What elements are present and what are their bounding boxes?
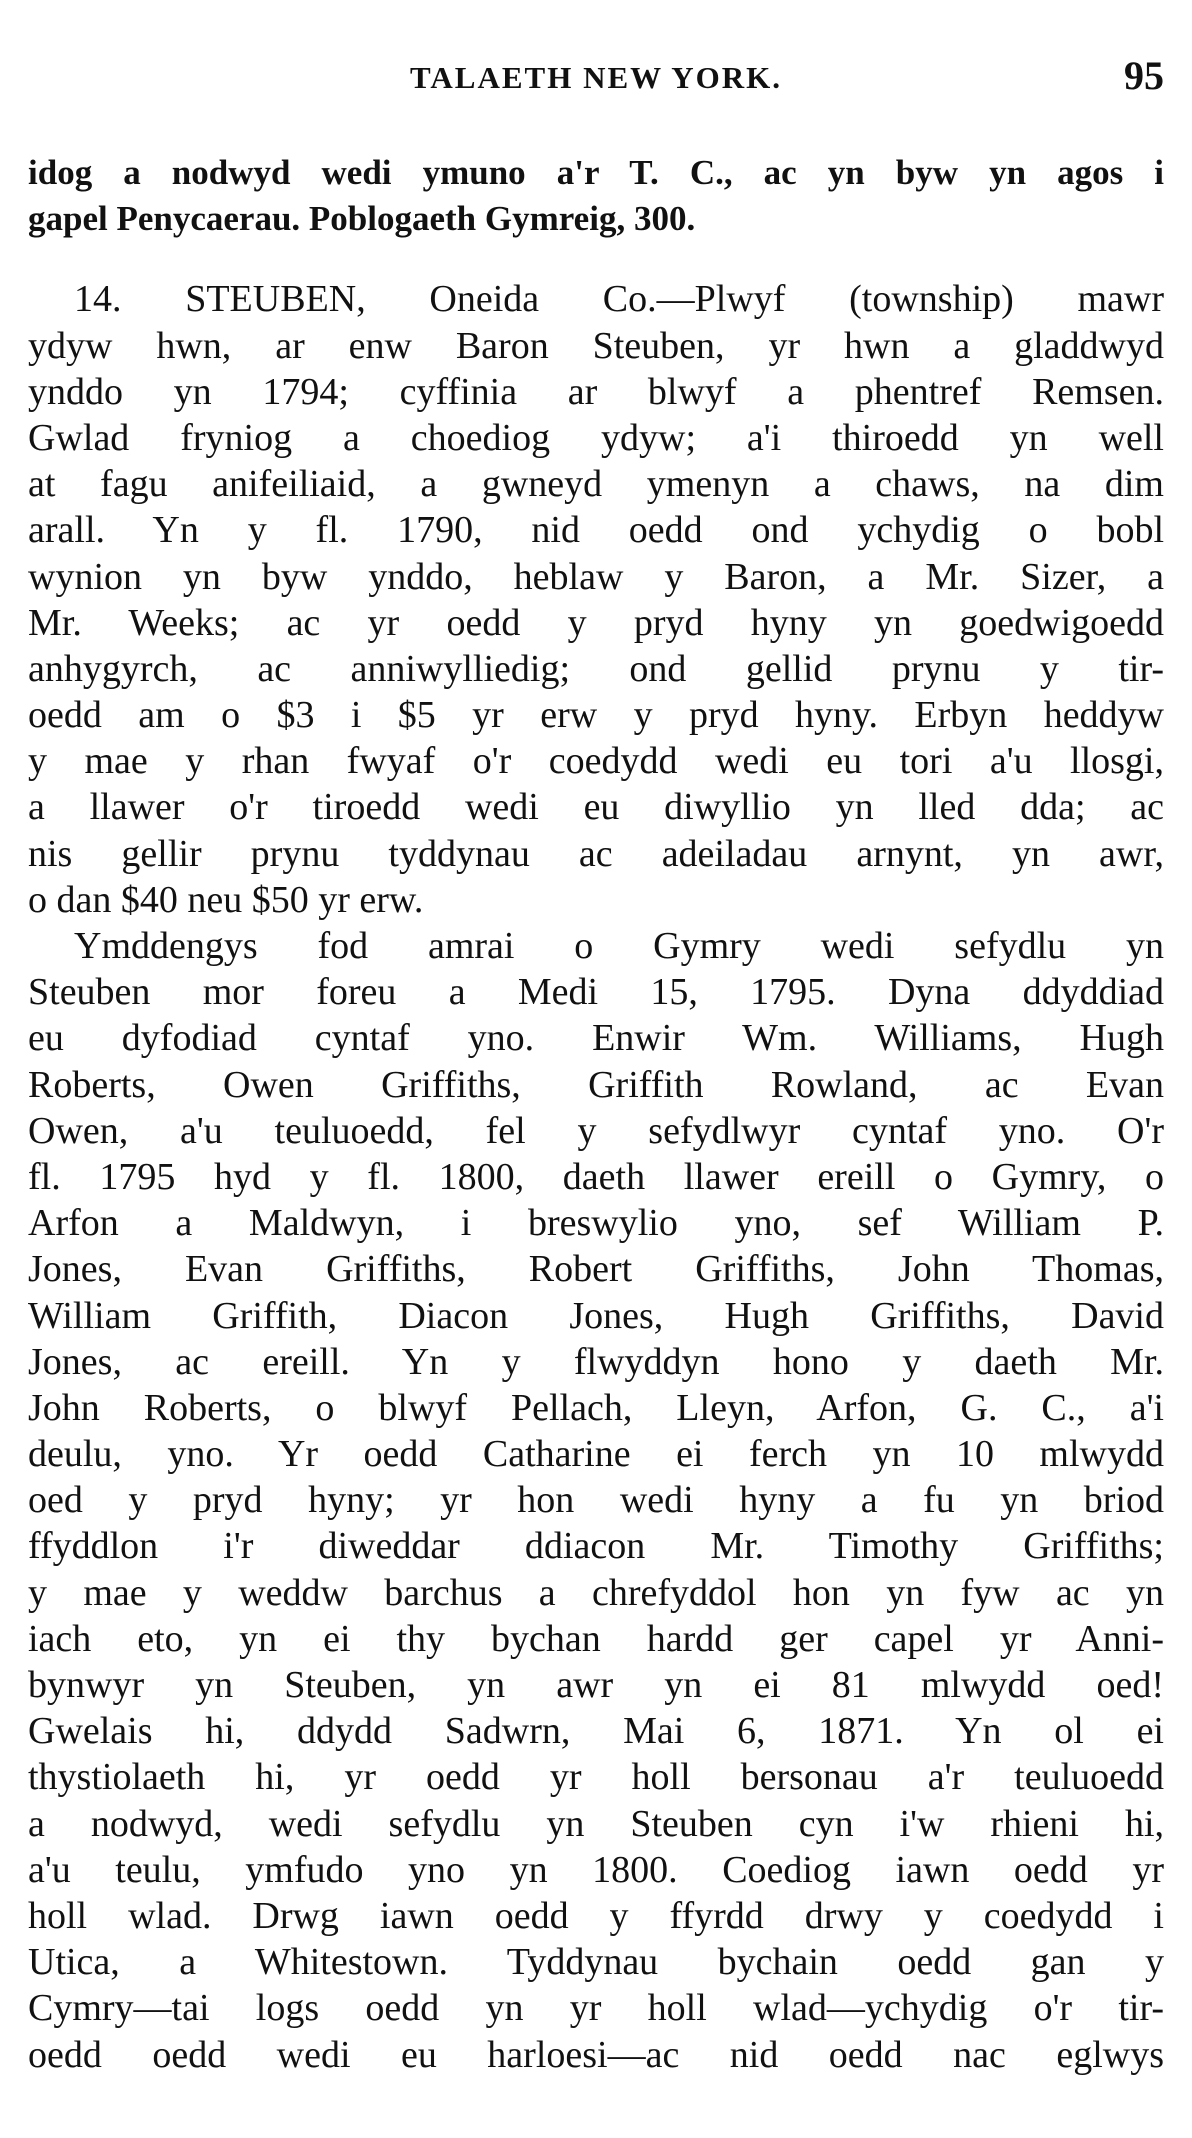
text-line: at fagu anifeiliaid, a gwneyd ymenyn a chaws, na dim xyxy=(28,463,1164,506)
text-line: William Griffith, Diacon Jones, Hugh Griffiths, David xyxy=(28,1294,1164,1337)
text-line: idog a nodwyd wedi ymuno a'r T. C., ac yn byw yn agos i xyxy=(28,153,1164,192)
running-title: TALAETH NEW YORK. xyxy=(410,60,782,95)
text-line: thystiolaeth hi, yr oedd yr holl bersonau a'r teuluoedd xyxy=(28,1756,1164,1799)
running-head xyxy=(28,52,1164,102)
text-line: fl. 1795 hyd y fl. 1800, daeth llawer ereill o Gymry, o xyxy=(28,1155,1164,1198)
text-line: nis gellir prynu tyddynau ac adeiladau arnynt, yn awr, xyxy=(28,832,1164,875)
text-line: deulu, yno. Yr oedd Catharine ei ferch yn 10 mlwydd xyxy=(28,1433,1164,1476)
text-line: Steuben mor foreu a Medi 15, 1795. Dyna ddyddiad xyxy=(28,971,1164,1014)
text-line: Arfon a Maldwyn, i breswylio yno, sef William P. xyxy=(28,1202,1164,1245)
text-line: a'u teulu, ymfudo yno yn 1800. Coediog iawn oedd yr xyxy=(28,1848,1164,1891)
text-line: a nodwyd, wedi sefydlu yn Steuben cyn i'w rhieni hi, xyxy=(28,1802,1164,1845)
text-line: o dan $40 neu $50 yr erw. xyxy=(28,878,424,921)
text-line: oed y pryd hyny; yr hon wedi hyny a fu yn briod xyxy=(28,1479,1164,1522)
text-line: Owen, a'u teuluoedd, fel y sefydlwyr cyntaf yno. O'r xyxy=(28,1109,1164,1152)
text-line: Roberts, Owen Griffiths, Griffith Rowland, ac Evan xyxy=(28,1063,1164,1106)
text-line: eu dyfodiad cyntaf yno. Enwir Wm. Williams, Hugh xyxy=(28,1017,1164,1060)
text-line: ynddo yn 1794; cyffinia ar blwyf a phentref Remsen. xyxy=(28,370,1164,413)
text-line: y mae y rhan fwyaf o'r coedydd wedi eu tori a'u llosgi, xyxy=(28,740,1164,783)
text-line: John Roberts, o blwyf Pellach, Lleyn, Arfon, G. C., a'i xyxy=(28,1386,1164,1429)
text-line: gapel Penycaerau. Poblogaeth Gymreig, 300. xyxy=(28,199,696,239)
text-line: Cymry—tai logs oedd yn yr holl wlad—ychydig o'r tir- xyxy=(28,1987,1164,2030)
text-line: oedd oedd wedi eu harloesi—ac nid oedd nac eglwys xyxy=(28,2033,1164,2076)
text-line: ydyw hwn, ar enw Baron Steuben, yr hwn a gladdwyd xyxy=(28,324,1164,367)
text-line: wynion yn byw ynddo, heblaw y Baron, a Mr. Sizer, a xyxy=(28,555,1164,598)
text-line: oedd am o $3 i $5 yr erw y pryd hyny. Erbyn heddyw xyxy=(28,694,1164,737)
text-line: holl wlad. Drwg iawn oedd y ffyrdd drwy y coedydd i xyxy=(28,1894,1164,1937)
text-line: arall. Yn y fl. 1790, nid oedd ond ychydig o bobl xyxy=(28,509,1164,552)
text-line: Jones, ac ereill. Yn y flwyddyn hono y daeth Mr. xyxy=(28,1340,1164,1383)
section-heading-line: 14. STEUBEN, Oneida Co.—Plwyf (township) mawr xyxy=(74,278,1164,321)
body-text xyxy=(28,150,1164,2078)
text-line: iach eto, yn ei thy bychan hardd ger capel yr Anni- xyxy=(28,1617,1164,1660)
text-line: Mr. Weeks; ac yr oedd y pryd hyny yn goedwigoedd xyxy=(28,601,1164,644)
paragraph-gap xyxy=(28,242,1164,276)
text-line: Utica, a Whitestown. Tyddynau bychain oedd gan y xyxy=(28,1941,1164,1984)
text-line: Gwelais hi, ddydd Sadwrn, Mai 6, 1871. Yn ol ei xyxy=(28,1710,1164,1753)
text-line: Jones, Evan Griffiths, Robert Griffiths, John Thomas, xyxy=(28,1248,1164,1291)
text-line: a llawer o'r tiroedd wedi eu diwyllio yn lled dda; ac xyxy=(28,786,1164,829)
text-line: bynwyr yn Steuben, yn awr yn ei 81 mlwydd oed! xyxy=(28,1664,1164,1706)
page-number: 95 xyxy=(1124,53,1164,98)
text-line: Ymddengys fod amrai o Gymry wedi sefydlu yn xyxy=(74,925,1164,967)
text-line: y mae y weddw barchus a chrefyddol hon yn fyw ac yn xyxy=(28,1571,1164,1614)
text-line: Gwlad fryniog a choediog ydyw; a'i thiroedd yn well xyxy=(28,416,1164,459)
text-line: anhygyrch, ac anniwylliedig; ond gellid prynu y tir- xyxy=(28,647,1164,690)
text-line: ffyddlon i'r diweddar ddiacon Mr. Timothy Griffiths; xyxy=(28,1525,1164,1568)
